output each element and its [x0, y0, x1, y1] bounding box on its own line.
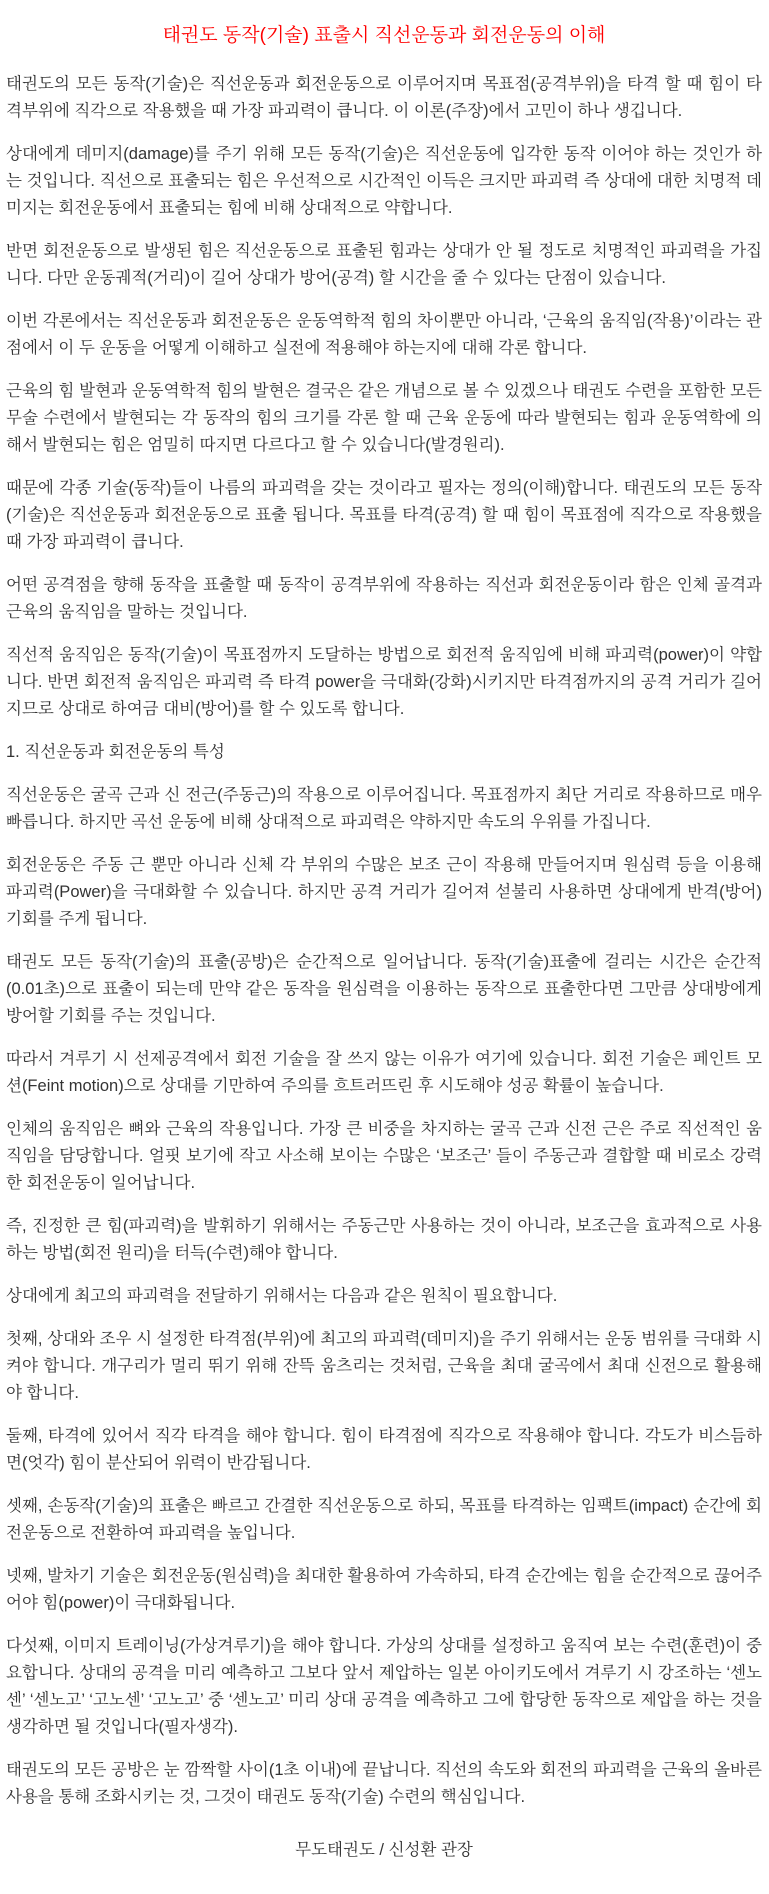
paragraph-section1-2: 회전운동은 주동 근 뿐만 아니라 신체 각 부위의 수많은 보조 근이 작용해 만들어지며 원심력 등을 이용해 파괴력(Power)을 극대화할 수 있습니다. 하지만 공격 거리가 길어져 섣불리 사용하면 상대에게 반격(방어) 기회를 주게 됩니다. [6, 856, 762, 928]
paragraph-principle-fourth: 넷째, 발차기 기술은 회전운동(원심력)을 최대한 활용하여 가속하되, 타격 순간에는 힘을 순간적으로 끊어주어야 힘(power)이 극대화됩니다. [6, 1567, 762, 1612]
paragraph-section1-5: 인체의 움직임은 뼈와 근육의 작용입니다. 가장 큰 비중을 차지하는 굴곡 근과 신전 근은 주로 직선적인 움직임을 담당합니다. 얼핏 보기에 작고 사소해 보이는 수많은 ‘보조근’ 들이 주동근과 결합할 때 비로소 강력한 회전운동이 일어납니다. [6, 1120, 762, 1192]
paragraph-intro-7: 어떤 공격점을 향해 동작을 표출할 때 동작이 공격부위에 작용하는 직선과 회전운동이라 함은 인체 골격과 근육의 움직임을 말하는 것입니다. [6, 576, 762, 621]
paragraph-section1-3: 태권도 모든 동작(기술)의 표출(공방)은 순간적으로 일어납니다. 동작(기술)표출에 걸리는 시간은 순간적(0.01초)으로 표출이 되는데 만약 같은 동작을 원심력을 이용하는 동작으로 표출한다면 그만큼 상대방에게 방어할 기회를 주는 것입니다. [6, 953, 762, 1025]
paragraph-principle-first: 첫째, 상대와 조우 시 설정한 타격점(부위)에 최고의 파괴력(데미지)을 주기 위해서는 운동 범위를 극대화 시켜야 합니다. 개구리가 멀리 뛰기 위해 잔뜩 움츠리는 것처럼, 근육을 최대 굴곡에서 최대 신전으로 활용해야 합니다. [6, 1330, 762, 1402]
paragraph-section1-6: 즉, 진정한 큰 힘(파괴력)을 발휘하기 위해서는 주동근만 사용하는 것이 아니라, 보조근을 효과적으로 사용하는 방법(회전 원리)을 터득(수련)해야 합니다. [6, 1217, 762, 1262]
paragraph-principle-third: 셋째, 손동작(기술)의 표출은 빠르고 간결한 직선운동으로 하되, 목표를 타격하는 임팩트(impact) 순간에 회전운동으로 전환하여 파괴력을 높입니다. [6, 1497, 762, 1542]
paragraph-intro-1: 태권도의 모든 동작(기술)은 직선운동과 회전운동으로 이루어지며 목표점(공격부위)을 타격 할 때 힘이 타격부위에 직각으로 작용했을 때 가장 파괴력이 큽니다. 이 이론(주장)에서 고민이 하나 생깁니다. [6, 75, 762, 120]
paragraph-intro-6: 때문에 각종 기술(동작)들이 나름의 파괴력을 갖는 것이라고 필자는 정의(이해)합니다. 태권도의 모든 동작(기술)은 직선운동과 회전운동으로 표출 됩니다. 목표를 타격(공격) 할 때 힘이 목표점에 직각으로 작용했을 때 가장 파괴력이 큽니다. [6, 479, 762, 551]
paragraph-section1-7: 상대에게 최고의 파괴력을 전달하기 위해서는 다음과 같은 원칙이 필요합니다. [6, 1287, 558, 1305]
paragraph-section1-4: 따라서 겨루기 시 선제공격에서 회전 기술을 잘 쓰지 않는 이유가 여기에 있습니다. 회전 기술은 페인트 모션(Feint motion)으로 상대를 기만하여 주의를 흐트러뜨린 후 시도해야 성공 확률이 높습니다. [6, 1050, 762, 1095]
paragraph-intro-2: 상대에게 데미지(damage)를 주기 위해 모든 동작(기술)은 직선운동에 입각한 동작 이어야 하는 것인가 하는 것입니다. 직선으로 표출되는 힘은 우선적으로 시간적인 이득은 크지만 파괴력 즉 상대에 대한 치명적 데미지는 회전운동에서 표출되는 힘에 비해 상대적으로 약합니다. [6, 145, 762, 217]
paragraph-intro-4: 이번 각론에서는 직선운동과 회전운동은 운동역학적 힘의 차이뿐만 아니라, ‘근육의 움직임(작용)’이라는 관점에서 이 두 운동을 어떻게 이해하고 실전에 적용해야 하는지에 대해 각론 합니다. [6, 312, 762, 357]
paragraph-section1-1: 직선운동은 굴곡 근과 신 전근(주동근)의 작용으로 이루어집니다. 목표점까지 최단 거리로 작용하므로 매우 빠릅니다. 하지만 곡선 운동에 비해 상대적으로 파괴력은 약하지만 속도의 우위를 가집니다. [6, 786, 762, 831]
paragraph-intro-8: 직선적 움직임은 동작(기술)이 목표점까지 도달하는 방법으로 회전적 움직임에 비해 파괴력(power)이 약합니다. 반면 회전적 움직임은 파괴력 즉 타격 power을 극대화(강화)시키지만 타격점까지의 공격 거리가 길어지므로 상대로 하여금 대비(방어)를 할 수 있도록 합니다. [6, 646, 762, 718]
paragraph-closing: 태권도의 모든 공방은 눈 깜짝할 사이(1초 이내)에 끝납니다. 직선의 속도와 회전의 파괴력을 근육의 올바른 사용을 통해 조화시키는 것, 그것이 태권도 동작(기술) 수련의 핵심입니다. [6, 1761, 762, 1806]
author-signature: 무도태권도 / 신성환 관장 [295, 1841, 473, 1859]
paragraph-intro-5: 근육의 힘 발현과 운동역학적 힘의 발현은 결국은 같은 개념으로 볼 수 있겠으나 태권도 수련을 포함한 모든 무술 수련에서 발현되는 각 동작의 힘의 크기를 각론 할 때 근육 운동에 따라 발현되는 힘과 운동역학에 의해서 발현되는 힘은 엄밀히 따지면 다르다고 할 수 있습니다(발경원리). [6, 382, 762, 454]
page-title: 태권도 동작(기술) 표출시 직선운동과 회전운동의 이해 [162, 25, 606, 46]
section-heading-1: 1. 직선운동과 회전운동의 특성 [6, 743, 225, 761]
paragraph-principle-fifth: 다섯째, 이미지 트레이닝(가상겨루기)을 해야 합니다. 가상의 상대를 설정하고 움직여 보는 수련(훈련)이 중요합니다. 상대의 공격을 미리 예측하고 그보다 앞서 제압하는 일본 아이키도에서 겨루기 시 강조하는 ‘센노센’ ‘센노고’ ‘고노센’ ‘고노고’ 중 ‘센노고’ 미리 상대 공격을 예측하고 그에 합당한 동작으로 제압을 하는 것을 생각하면 될 것입니다(필자생각). [6, 1637, 762, 1736]
paragraph-principle-second: 둘째, 타격에 있어서 직각 타격을 해야 합니다. 힘이 타격점에 직각으로 작용해야 합니다. 각도가 비스듬하면(엇각) 힘이 분산되어 위력이 반감됩니다. [6, 1427, 762, 1472]
paragraph-intro-3: 반면 회전운동으로 발생된 힘은 직선운동으로 표출된 힘과는 상대가 안 될 정도로 치명적인 파괴력을 가집니다. 다만 운동궤적(거리)이 길어 상대가 방어(공격) 할 시간을 줄 수 있다는 단점이 있습니다. [6, 242, 762, 287]
